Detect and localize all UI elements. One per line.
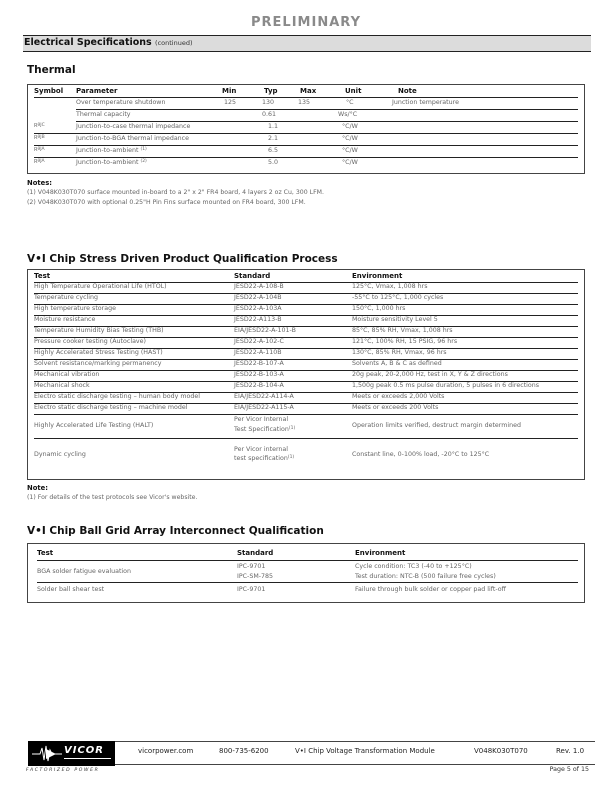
footer-bottom-rule (115, 764, 595, 765)
table-row: High temperature storage JESD22-A-103A 150°C, 1,000 hrs (34, 305, 578, 316)
table-row: Highly Accelerated Life Testing (HALT) Per Vicor Internal Test Specification$^{(1)}$ Operation limits verified, destruct margin determined (34, 415, 578, 439)
bga-qualification-heading: V•I Chip Ball Grid Array Interconnect Qualification (27, 525, 324, 537)
col-typ: Typ (264, 87, 278, 95)
table-row: Moisture resistance JESD22-A113-B Moisture sensitivity Level 5 (34, 316, 578, 327)
footer-top-rule (115, 741, 595, 742)
col-test: Test (37, 549, 54, 557)
tagline: FACTORIZED POWER (26, 768, 100, 773)
table-row: Mechanical vibration JESD22-B-103-A 20g peak, 20-2,000 Hz, test in X, Y & Z directions (34, 371, 578, 382)
footer-website[interactable]: vicorpower.com (138, 747, 194, 755)
table-row: Temperature cycling JESD22-A-104B -55°C to 125°C, 1,000 cycles (34, 294, 578, 305)
symbol-rtheta-jc: RθJC (34, 123, 45, 129)
thermal-heading: Thermal (27, 64, 76, 76)
thermal-notes: Notes: (1) V048K030T070 surface mounted in-board to a 2" x 2" FR4 board, 4 layers 2 oz Cu, 300 LFM. (2) V048K030T070 with optional 0.25"H Pin Fins surface mounted on FR4 board, 300 LFM. (27, 179, 324, 206)
section-header-bar (23, 35, 591, 52)
table-row: Over temperature shutdown 125 130 135 °C Junction temperature (76, 99, 578, 110)
symbol-rtheta-jb: RθJB (34, 135, 45, 141)
table-row: Mechanical shock JESD22-B-104-A 1,500g peak 0.5 ms pulse duration, 5 pulses in 6 directions (34, 382, 578, 393)
table-row: RθJC Junction-to-case thermal impedance 1.1 °C/W (34, 123, 578, 134)
col-symbol: Symbol (34, 87, 64, 95)
footer-revision: Rev. 1.0 (556, 747, 585, 755)
table-row: Electro static discharge testing – machine model EIA/JESD22-A115-A Meets or exceeds 200 Volts (34, 404, 578, 415)
table-row: RθJA Junction-to-ambient $^{(2)}$ 5.0 °C/W (34, 159, 358, 166)
col-note: Note (398, 87, 417, 95)
table-row: Solder ball shear test IPC-9701 Failure through bulk solder or copper pad lift-off (37, 586, 506, 593)
stress-table-header (34, 272, 578, 283)
stress-qualification-heading: V•I Chip Stress Driven Product Qualification Process (27, 253, 338, 265)
thermal-table-header (34, 87, 578, 98)
table-row: RθJB Junction-to-BGA thermal impedance 2.1 °C/W (34, 135, 578, 146)
vicor-logo: VICOR (28, 741, 115, 766)
table-row: Thermal capacity 0.61 Ws/°C (76, 111, 578, 122)
table-row: Solvent resistance/marking permanency JESD22-B-107-A Solvents A, B & C as defined (34, 360, 578, 371)
col-parameter: Parameter (76, 87, 118, 95)
col-standard: Standard (237, 549, 274, 557)
table-row: Temperature Humidity Bias Testing (THB) EIA/JESD22-A-101-B 85°C, 85% RH, Vmax, 1,008 hrs (34, 327, 578, 338)
note-1: (1) V048K030T070 surface mounted in-board to a 2" x 2" FR4 board, 4 layers 2 oz Cu, 300 LFM. (27, 189, 324, 196)
symbol-rtheta-ja: RθJA (34, 147, 45, 153)
table-row: Dynamic cycling Per Vicor internal test specification$^{(1)}$ Constant line, 0-100% load, -20°C to 125°C (34, 446, 490, 462)
footer-part-number: V048K030T070 (474, 747, 528, 755)
preliminary-label: PRELIMINARY (251, 15, 361, 30)
note-2: (2) V048K030T070 with optional 0.25"H Pin Fins surface mounted on FR4 board, 300 LFM. (27, 199, 306, 206)
table-row: BGA solder fatigue evaluation IPC-9701 IPC-SM-785 Cycle condition: TC3 (-40 to +125°C) Test duration: NTC-B (500 failure free cycles) (37, 562, 578, 583)
col-min: Min (222, 87, 237, 95)
col-environment: Environment (355, 549, 406, 557)
footer-product: V•I Chip Voltage Transformation Module (295, 747, 435, 755)
col-test: Test (34, 272, 51, 280)
table-row: Pressure cooker testing (Autoclave) JESD22-A-102-C 121°C, 100% RH, 15 PSIG, 96 hrs (34, 338, 578, 349)
symbol-rtheta-ja: RθJA (34, 159, 45, 165)
col-environment: Environment (352, 272, 403, 280)
col-standard: Standard (234, 272, 271, 280)
footer-phone: 800-735-6200 (219, 747, 269, 755)
stress-qualification-table (27, 269, 585, 480)
bga-table-header (37, 549, 578, 561)
col-unit: Unit (345, 87, 362, 95)
table-row: High Temperature Operational Life (HTOL) JESD22-A-108-B 125°C, Vmax, 1,008 hrs (34, 283, 578, 294)
table-row: Electro static discharge testing – human body model EIA/JESD22-A114-A Meets or exceeds 2,000 Volts (34, 393, 578, 404)
waveform-icon (32, 744, 62, 763)
table-row: Highly Accelerated Stress Testing (HAST) JESD22-A-110B 130°C, 85% RH, Vmax, 96 hrs (34, 349, 578, 360)
page-number: Page 5 of 15 (549, 766, 589, 773)
stress-notes: Note: (1) For details of the test protocols see Vicor's website. (27, 484, 198, 501)
bga-qualification-table (27, 543, 585, 603)
note-1: (1) For details of the test protocols see Vicor's website. (27, 494, 198, 501)
table-row: RθJA Junction-to-ambient $^{(1)}$ 6.5 °C/W (34, 147, 578, 158)
col-max: Max (300, 87, 317, 95)
thermal-table (27, 84, 585, 174)
section-title: Electrical Specifications (continued) (24, 37, 193, 48)
